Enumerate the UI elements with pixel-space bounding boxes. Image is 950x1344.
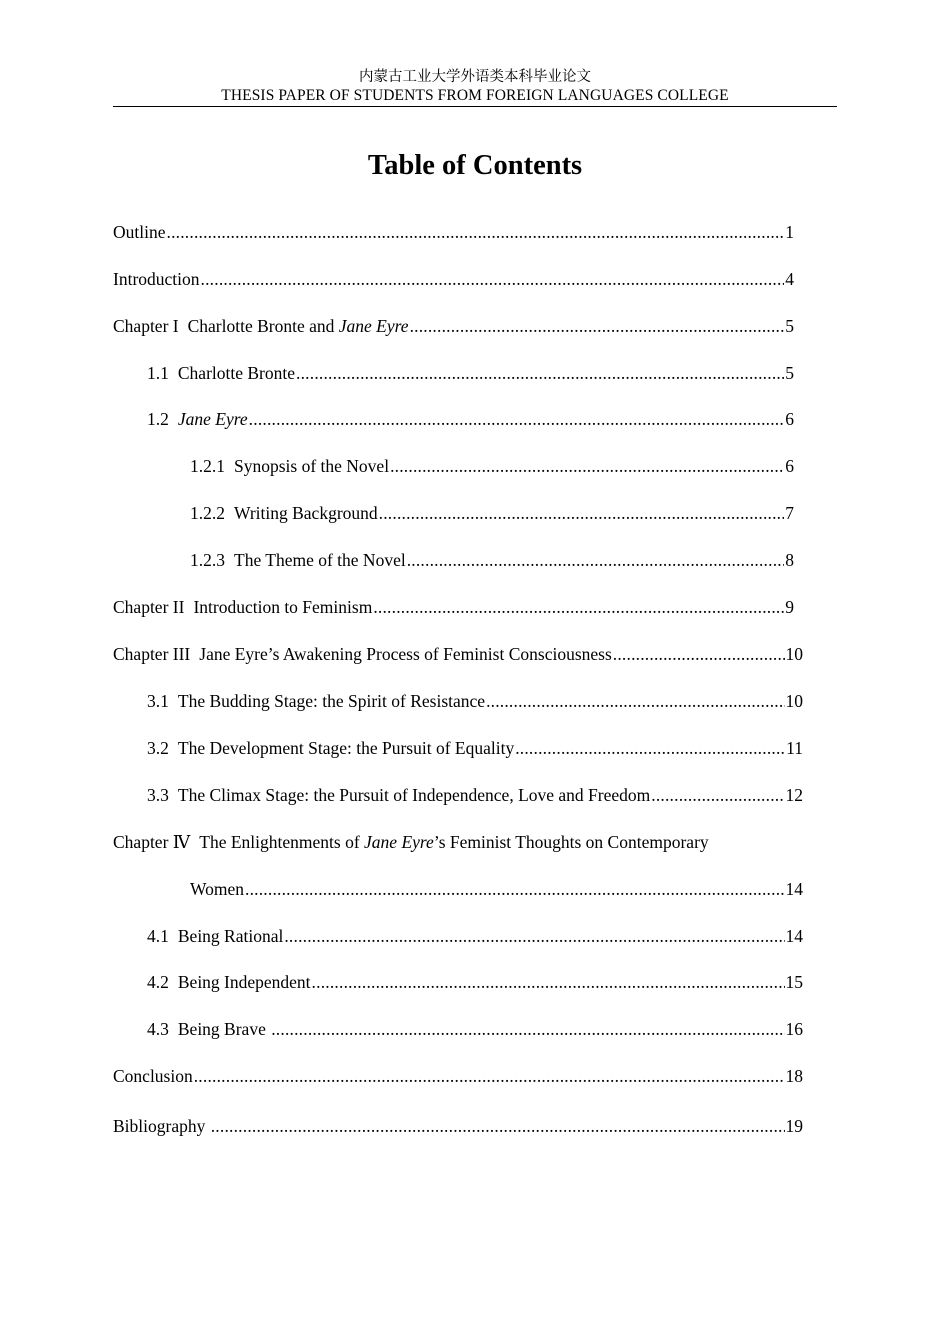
dot-leader	[515, 737, 785, 759]
dot-leader	[651, 784, 784, 806]
toc-label: The Development Stage: the Pursuit of Equality	[177, 738, 515, 758]
dot-leader	[211, 1115, 785, 1137]
dot-leader	[613, 643, 785, 665]
toc-label: Charlotte Bronte	[177, 363, 296, 383]
toc-chapter-prefix: Chapter I	[113, 316, 179, 336]
toc-section-number: 1.2	[147, 409, 169, 429]
toc-page-number: 5	[785, 316, 794, 336]
toc-label: Charlotte Bronte and	[187, 316, 339, 336]
toc-page-number: 6	[785, 456, 794, 476]
toc-entry-chapter-3[interactable]	[113, 643, 803, 665]
toc-label: Women	[190, 879, 244, 899]
toc-entry-chapter-2[interactable]	[113, 596, 794, 618]
toc-section-number: 1.2.3	[190, 550, 225, 570]
toc-entry-1-1[interactable]	[147, 362, 794, 384]
toc-label: The Theme of the Novel	[234, 550, 406, 570]
toc-entry-3-2[interactable]	[147, 737, 803, 759]
toc-page-number: 15	[785, 972, 803, 992]
dot-leader	[390, 455, 784, 477]
dot-leader	[249, 408, 785, 430]
toc-section-number: 3.1	[147, 691, 169, 711]
toc-page-number: 14	[785, 926, 803, 946]
toc-entry-1-2-2[interactable]	[190, 502, 794, 524]
dot-leader	[379, 502, 785, 524]
toc-section-number: 3.3	[147, 785, 169, 805]
toc-section-number: 3.2	[147, 738, 169, 758]
toc-label-italic: Jane Eyre	[338, 316, 409, 336]
toc-label: Writing Background	[234, 503, 378, 523]
toc-page-number: 10	[785, 644, 803, 664]
dot-leader	[407, 549, 785, 571]
toc-page-number: 18	[785, 1066, 803, 1086]
toc-page-number: 8	[785, 550, 794, 570]
toc-entry-4-1[interactable]	[147, 925, 803, 947]
toc-label: Jane Eyre’s Awakening Process of Feminist Consciousness	[199, 644, 612, 664]
toc-entry-outline[interactable]	[113, 221, 794, 243]
toc-entry-chapter-4-line-1[interactable]	[113, 831, 709, 853]
dot-leader	[486, 690, 784, 712]
toc-page-number: 9	[785, 597, 794, 617]
toc-label: Conclusion	[113, 1066, 193, 1086]
toc-label: Synopsis of the Novel	[234, 456, 390, 476]
toc-label: The Budding Stage: the Spirit of Resistance	[177, 691, 486, 711]
toc-label: The Enlightenments of	[199, 832, 365, 852]
toc-page-number: 19	[785, 1116, 803, 1136]
toc-page-number: 12	[785, 785, 803, 805]
page-title: Table of Contents	[367, 150, 583, 181]
toc-page-number: 10	[785, 691, 803, 711]
toc-page-number: 1	[785, 222, 794, 242]
toc-label-italic: Jane Eyre	[364, 832, 434, 852]
toc-section-number: 1.2.2	[190, 503, 225, 523]
toc-entry-chapter-1[interactable]	[113, 315, 794, 337]
toc-entry-1-2[interactable]	[147, 408, 794, 430]
toc-chapter-prefix: Chapter Ⅳ	[113, 832, 191, 852]
dot-leader	[284, 925, 784, 947]
toc-chapter-prefix: Chapter II	[113, 597, 185, 617]
toc-page-number: 7	[785, 503, 794, 523]
toc-page-number: 16	[785, 1019, 803, 1039]
dot-leader	[167, 221, 785, 243]
toc-entry-3-1[interactable]	[147, 690, 803, 712]
toc-section-number: 1.2.1	[190, 456, 225, 476]
toc-label: Introduction	[113, 269, 200, 289]
toc-entry-introduction[interactable]	[113, 268, 794, 290]
dot-leader	[194, 1065, 785, 1087]
page-header	[113, 68, 837, 107]
dot-leader	[296, 362, 784, 384]
toc-label: Introduction to Feminism	[193, 597, 373, 617]
toc-entry-4-3[interactable]	[147, 1018, 803, 1040]
header-chinese-title: 内蒙古工业大学外语类本科毕业论文	[359, 69, 591, 85]
toc-entry-1-2-3[interactable]	[190, 549, 794, 571]
dot-leader	[373, 596, 784, 618]
toc-entry-chapter-4-line-2[interactable]	[190, 878, 803, 900]
toc-label: Being Independent	[177, 972, 311, 992]
dot-leader	[201, 268, 785, 290]
dot-leader	[245, 878, 785, 900]
toc-page-number: 6	[785, 409, 794, 429]
dot-leader	[312, 971, 785, 993]
toc-entry-4-2[interactable]	[147, 971, 803, 993]
toc-label: The Climax Stage: the Pursuit of Independence, Love and Freedom	[177, 785, 651, 805]
toc-page-number: 14	[785, 879, 803, 899]
toc-label: ’s Feminist Thoughts on Contemporary	[433, 832, 709, 852]
toc-label: Being Brave	[177, 1019, 271, 1039]
toc-label-italic: Jane Eyre	[177, 409, 248, 429]
toc-label: Outline	[113, 222, 166, 242]
toc-entry-conclusion[interactable]	[113, 1065, 803, 1087]
toc-entry-bibliography[interactable]	[113, 1115, 803, 1137]
toc-label: Being Rational	[177, 926, 284, 946]
dot-leader	[271, 1018, 784, 1040]
toc-entry-3-3[interactable]	[147, 784, 803, 806]
toc-section-number: 1.1	[147, 363, 169, 383]
toc-page-number: 5	[785, 363, 794, 383]
toc-entry-1-2-1[interactable]	[190, 455, 794, 477]
toc-label: Bibliography	[113, 1116, 210, 1136]
dot-leader	[410, 315, 785, 337]
header-english-title: THESIS PAPER OF STUDENTS FROM FOREIGN LANGUAGES COLLEGE	[221, 87, 729, 104]
toc-page-number: 11	[786, 738, 803, 758]
toc-section-number: 4.2	[147, 972, 169, 992]
toc-section-number: 4.3	[147, 1019, 169, 1039]
toc-chapter-prefix: Chapter III	[113, 644, 191, 664]
toc-section-number: 4.1	[147, 926, 169, 946]
toc-page-number: 4	[785, 269, 794, 289]
